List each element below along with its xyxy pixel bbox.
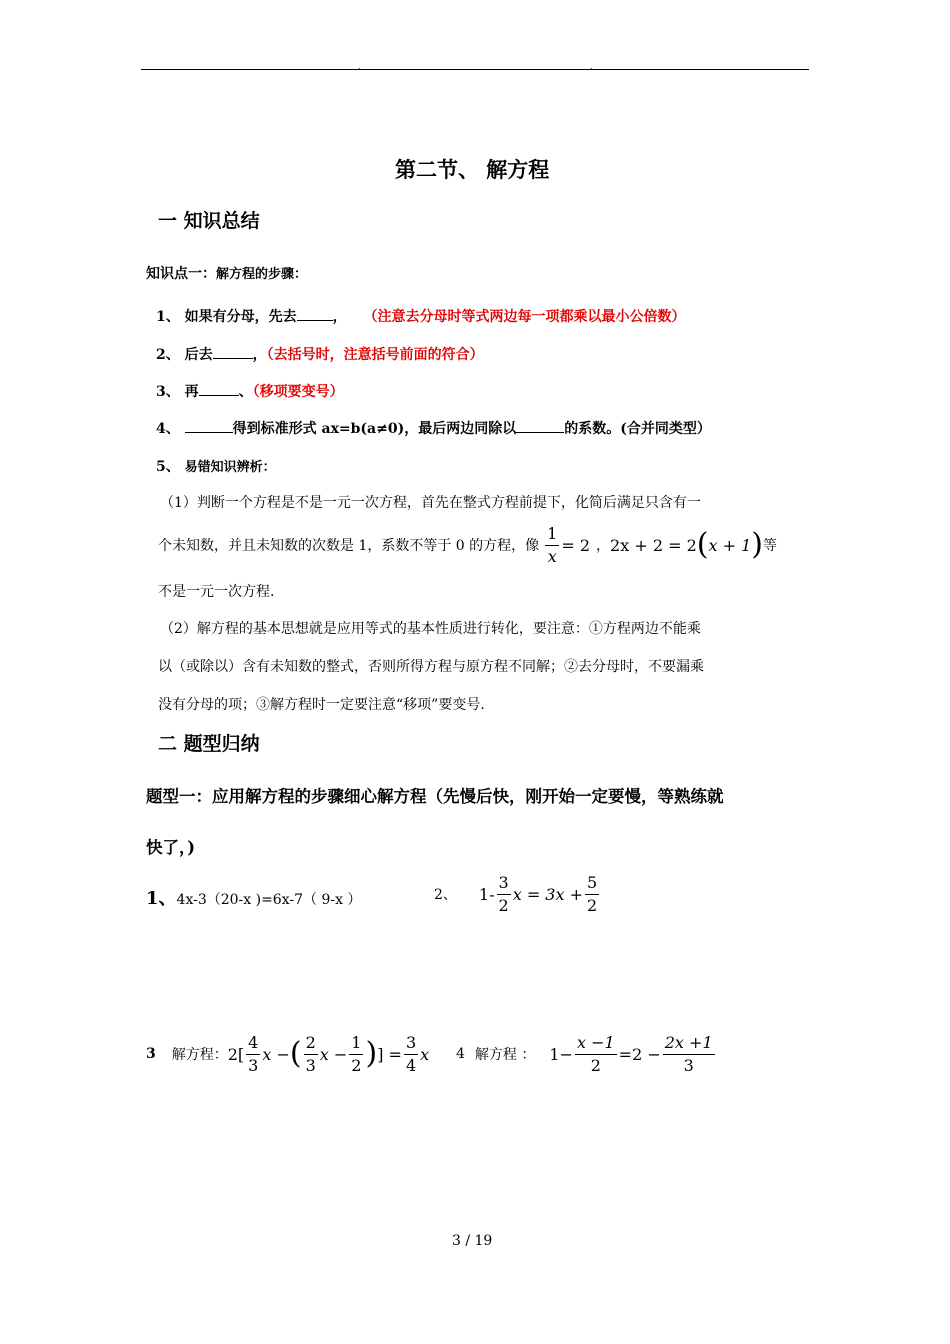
step-num: 2、: [156, 347, 180, 363]
problem-text: 4x-3（20-x )=6x-7（ 9-x ）: [176, 892, 362, 908]
page-number: 3 / 19: [452, 1233, 493, 1249]
step-text: 再: [184, 384, 199, 400]
equation-reciprocal: $\frac{1}{x}$ = 2: [547, 523, 591, 566]
step-1: [156, 306, 686, 326]
step-5: [156, 456, 276, 476]
step-text: 得到标准形式 ax=b(a≠0)，最后两边同除以: [232, 421, 517, 437]
step-note: （注意去分母时等式两边每一项都乘以最小公倍数）: [363, 309, 686, 325]
problem-2-equation: 1- $\frac{3}{2}$ x = 3x + $\frac{5}{2}$: [478, 872, 598, 915]
step-3: [156, 381, 344, 401]
type1-line2: 快了，): [146, 838, 196, 857]
problem-3: [146, 1028, 429, 1080]
kp-text: 解方程的步骤：: [216, 267, 308, 282]
kp-label: 知识点一：: [146, 266, 216, 282]
fraction: $\frac{1}{x}$: [547, 523, 558, 566]
knowledge-point-1: [146, 263, 307, 283]
header-dot-left: .: [358, 62, 361, 71]
problem-label: 解方程：: [171, 1047, 228, 1063]
fill-blank: [213, 344, 253, 359]
fill-blank: [199, 381, 239, 396]
step-note: （移项要变号）: [252, 384, 344, 400]
step-num: 5、: [156, 459, 180, 475]
section-heading-types: 二 题型归纳: [158, 733, 260, 755]
para1-sep: ，: [596, 538, 611, 554]
para1-line3: 不是一元一次方程.: [158, 584, 275, 600]
fill-blank: [297, 306, 333, 321]
problem-3-equation: 2[ $\frac{4}{3}$ x − ( $\frac{2}{3}$ x − $\frac{1}{2}$ ) ] = $\frac{3}{4}$ x: [227, 1032, 430, 1075]
step-num: 3、: [156, 384, 180, 400]
para1-text: 个未知数，并且未知数的次数是 1，系数不等于 0 的方程，像: [158, 538, 540, 554]
problem-num: 2、: [434, 887, 457, 903]
problem-num: 1、: [146, 888, 177, 909]
step-text-end: 的系数。(合并同类型）: [564, 421, 711, 437]
problem-num: 4: [456, 1046, 465, 1062]
step-2: [156, 344, 484, 364]
step-sep: 、: [238, 384, 253, 400]
para2-line3: 没有分母的项；③解方程时一定要注意“移项”要变号.: [158, 697, 485, 713]
fill-blank: [516, 418, 564, 433]
type1-line1: 题型一：应用解方程的步骤细心解方程（先慢后快，刚开始一定要慢，等熟练就: [146, 787, 724, 806]
step-sep: ，: [332, 309, 347, 325]
step-note: （去括号时，注意括号前面的符合）: [266, 347, 484, 363]
step-num: 1、: [156, 309, 180, 325]
problem-num: 3: [146, 1046, 156, 1062]
problem-1: [146, 884, 361, 910]
problem-4-equation: 1− $\frac{x -1}{2}$ =2 − $\frac{2x +1}{3}$: [549, 1032, 713, 1075]
step-4: [156, 418, 711, 438]
equation-linear: 2x + 2 = 2 ( x + 1 ): [610, 527, 763, 562]
para1-text-end: 等: [762, 538, 777, 554]
problem-4: [456, 1028, 717, 1080]
header-rule: [141, 69, 809, 70]
para2-line2: 以（或除以）含有未知数的整式，否则所得方程与原方程不同解；②去分母时，不要漏乘: [158, 659, 704, 675]
step-text: 易错知识辨析：: [184, 460, 276, 475]
problem-label: 解方程 ：: [474, 1047, 536, 1063]
step-num: 4、: [156, 421, 180, 437]
para2-line1: （2）解方程的基本思想就是应用等式的基本性质进行转化，要注意：①方程两边不能乘: [160, 621, 701, 637]
section-heading-summary: 一 知识总结: [158, 210, 260, 232]
step-sep: ，: [252, 347, 267, 363]
para1-line1: （1）判断一个方程是不是一元一次方程，首先在整式方程前提下，化简后满足只含有一: [160, 495, 701, 511]
page-title: 第二节、 解方程: [395, 157, 550, 182]
para1-line2: [158, 523, 777, 567]
step-text: 后去: [184, 347, 213, 363]
header-dot-right: .: [590, 62, 593, 71]
problem-2: [434, 870, 601, 918]
step-text: 如果有分母，先去: [184, 309, 297, 325]
fill-blank: [185, 418, 233, 433]
